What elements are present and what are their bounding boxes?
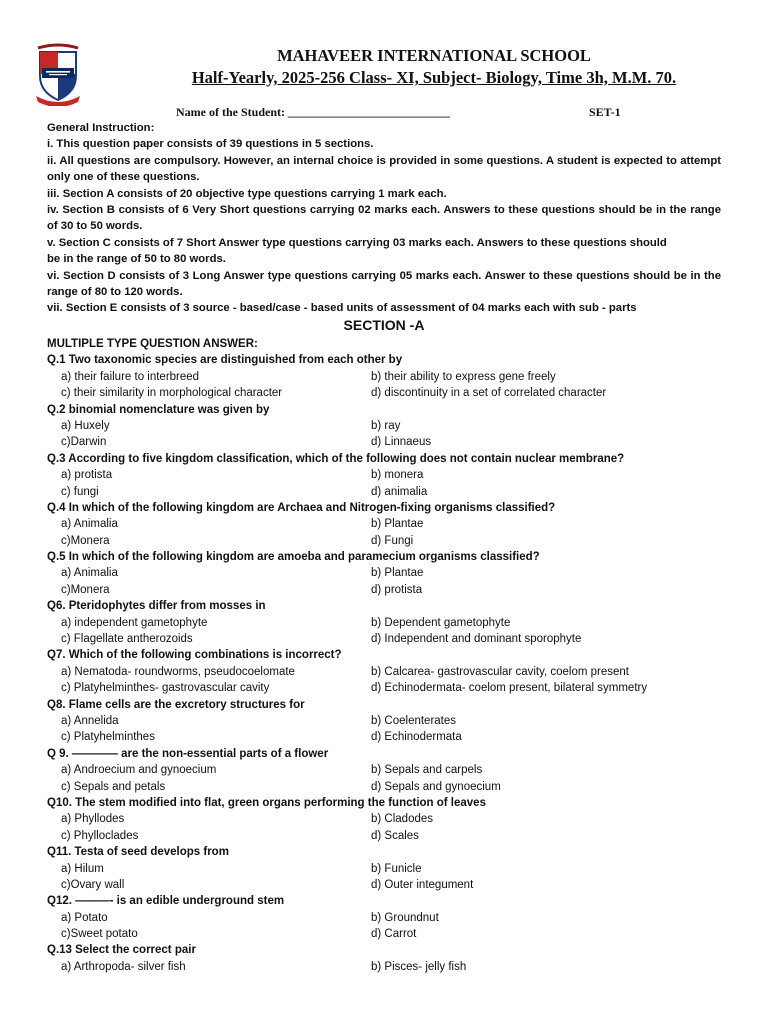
instruction-item: iv. Section B consists of 6 Very Short questions carrying 02 marks each. Answers to these questions should be in the range of 30 to 50 words. bbox=[47, 204, 721, 233]
instruction-item: v. Section C consists of 7 Short Answer type questions carrying 03 marks each. Answers to these questions should be in the range of 50 to 80 words. bbox=[47, 236, 667, 266]
option-row bbox=[47, 729, 727, 745]
exam-details: Half-Yearly, 2025-256 Class- XI, Subject- Biology, Time 3h, M.M. 70. bbox=[191, 68, 677, 87]
option-row bbox=[47, 828, 727, 844]
instruction-item: ii. All questions are compulsory. However, an internal choice is provided in some questions. A student is expected to attempt only one of these questions. bbox=[47, 154, 721, 184]
instruction-heading: General Instruction: bbox=[47, 122, 155, 134]
question-block bbox=[47, 697, 727, 746]
answer-option: d) Carrot bbox=[371, 928, 417, 941]
question-text: Q12. ———- is an edible underground stem bbox=[47, 895, 285, 908]
answer-option: d) Sepals and gynoecium bbox=[371, 780, 501, 793]
option-row bbox=[47, 385, 727, 401]
instruction-item: i. This question paper consists of 39 questions in 5 sections. bbox=[47, 138, 374, 151]
option-row bbox=[47, 811, 727, 827]
option-row bbox=[47, 631, 727, 647]
option-row bbox=[47, 533, 727, 549]
answer-option: a) their failure to interbreed bbox=[61, 370, 200, 383]
answer-option: d) Echinodermata- coelom present, bilateral symmetry bbox=[371, 682, 648, 695]
instruction-item: vi. Section D consists of 3 Long Answer type questions carrying 05 marks each. Answer to these questions should be in the range of 80 to 120 words. bbox=[47, 269, 721, 299]
answer-option: b) Cladodes bbox=[371, 813, 434, 826]
option-row bbox=[47, 615, 727, 631]
question-block bbox=[47, 746, 727, 795]
question-text: Q.3 According to five kingdom classification, which of the following does not contain nuclear membrane? bbox=[47, 452, 625, 465]
answer-option: a) Annelida bbox=[61, 714, 119, 727]
answer-option: d) Echinodermata bbox=[371, 731, 462, 744]
answer-option: d) protista bbox=[371, 583, 423, 596]
answer-option: b) Plantae bbox=[371, 567, 424, 580]
answer-option: b) ray bbox=[371, 419, 401, 432]
answer-option: a) Animalia bbox=[61, 567, 118, 580]
answer-option: c) Flagellate antherozoids bbox=[61, 633, 193, 646]
question-block bbox=[47, 500, 727, 549]
answer-option: b) Dependent gametophyte bbox=[371, 616, 511, 629]
question-text: Q10. The stem modified into flat, green organs performing the function of leaves bbox=[47, 796, 486, 809]
section-a-title: SECTION -A bbox=[343, 317, 425, 333]
answer-option: a) Animalia bbox=[61, 518, 118, 531]
question-block bbox=[47, 549, 727, 598]
answer-option: c)Monera bbox=[61, 583, 110, 596]
answer-option: d) Linnaeus bbox=[371, 436, 432, 449]
question-text: Q.1 Two taxonomic species are distinguished from each other by bbox=[47, 354, 403, 367]
question-block bbox=[47, 844, 727, 893]
answer-option: b) monera bbox=[371, 469, 424, 482]
option-row bbox=[47, 434, 727, 450]
question-text: Q11. Testa of seed develops from bbox=[47, 846, 229, 859]
answer-option: a) independent gametophyte bbox=[61, 616, 208, 629]
answer-option: a) Hilum bbox=[61, 862, 104, 875]
answer-option: a) Androecium and gynoecium bbox=[61, 764, 217, 777]
question-text: Q8. Flame cells are the excretory structures for bbox=[47, 698, 305, 711]
school-crest-logo bbox=[30, 40, 86, 106]
option-row bbox=[47, 565, 727, 581]
question-block bbox=[47, 647, 727, 696]
question-block bbox=[47, 451, 727, 500]
answer-option: a) Phyllodes bbox=[61, 813, 125, 826]
option-row bbox=[47, 877, 727, 893]
answer-option: d) animalia bbox=[371, 485, 428, 498]
option-row bbox=[47, 861, 727, 877]
option-row bbox=[47, 926, 727, 942]
answer-option: a) Arthropoda- silver fish bbox=[61, 960, 186, 973]
answer-option: d) Scales bbox=[371, 829, 419, 842]
option-row bbox=[47, 369, 727, 385]
option-row bbox=[47, 779, 727, 795]
option-row bbox=[47, 713, 727, 729]
answer-option: a) protista bbox=[61, 469, 113, 482]
question-text: Q.13 Select the correct pair bbox=[47, 944, 196, 957]
option-row bbox=[47, 582, 727, 598]
question-block bbox=[47, 352, 727, 401]
answer-option: d) Fungi bbox=[371, 534, 414, 547]
general-instructions bbox=[47, 120, 721, 317]
answer-option: c) their similarity in morphological character bbox=[61, 387, 283, 400]
answer-option: c) Platyhelminthes bbox=[61, 731, 155, 744]
answer-option: c)Darwin bbox=[61, 436, 107, 449]
option-row bbox=[47, 467, 727, 483]
answer-option: b) their ability to express gene freely bbox=[371, 370, 556, 383]
answer-option: a) Huxely bbox=[61, 419, 110, 432]
option-row bbox=[47, 680, 727, 696]
question-text: Q 9. ———— are the non-essential parts of a flower bbox=[47, 747, 329, 760]
student-name-field: Name of the Student: ___________________________ bbox=[176, 105, 450, 119]
question-block bbox=[47, 942, 727, 975]
answer-option: c) Platyhelminthes- gastrovascular cavity bbox=[61, 682, 270, 695]
answer-option: b) Pisces- jelly fish bbox=[371, 960, 467, 973]
answer-option: c)Monera bbox=[61, 534, 110, 547]
question-block bbox=[47, 598, 727, 647]
question-text: Q7. Which of the following combinations is incorrect? bbox=[47, 649, 342, 662]
answer-option: a) Nematoda- roundworms, pseudocoelomate bbox=[61, 665, 295, 678]
question-list bbox=[47, 352, 727, 975]
school-name: MAHAVEER INTERNATIONAL SCHOOL bbox=[277, 46, 591, 65]
question-block bbox=[47, 893, 727, 942]
option-row bbox=[47, 762, 727, 778]
answer-option: b) Groundnut bbox=[371, 911, 439, 924]
option-row bbox=[47, 664, 727, 680]
mcq-section bbox=[47, 336, 727, 975]
answer-option: b) Funicle bbox=[371, 862, 422, 875]
instruction-item: iii. Section A consists of 20 objective type questions carrying 1 mark each. bbox=[47, 187, 447, 200]
set-label: SET-1 bbox=[589, 105, 621, 119]
option-row bbox=[47, 484, 727, 500]
answer-option: d) Outer integument bbox=[371, 878, 474, 891]
answer-option: c)Ovary wall bbox=[61, 878, 125, 891]
option-row bbox=[47, 418, 727, 434]
answer-option: b) Sepals and carpels bbox=[371, 764, 483, 777]
answer-option: a) Potato bbox=[61, 911, 108, 924]
question-text: Q.4 In which of the following kingdom are Archaea and Nitrogen-fixing organisms classified? bbox=[47, 501, 556, 514]
option-row bbox=[47, 516, 727, 532]
answer-option: c) fungi bbox=[61, 485, 99, 498]
answer-option: b) Coelenterates bbox=[371, 714, 457, 727]
option-row bbox=[47, 910, 727, 926]
option-row bbox=[47, 959, 727, 975]
answer-option: c)Sweet potato bbox=[61, 928, 138, 941]
question-text: Q6. Pteridophytes differ from mosses in bbox=[47, 600, 266, 613]
answer-option: b) Calcarea- gastrovascular cavity, coelom present bbox=[371, 665, 630, 678]
instruction-item: vii. Section E consists of 3 source - based/case - based units of assessment of 04 marks each with sub - parts bbox=[47, 302, 637, 315]
question-text: Q.2 binomial nomenclature was given by bbox=[47, 403, 270, 416]
mcq-heading: MULTIPLE TYPE QUESTION ANSWER: bbox=[47, 338, 258, 350]
question-block bbox=[47, 402, 727, 451]
answer-option: d) Independent and dominant sporophyte bbox=[371, 633, 582, 646]
question-text: Q.5 In which of the following kingdom are amoeba and paramecium organisms classified? bbox=[47, 551, 540, 564]
answer-option: c) Sepals and petals bbox=[61, 780, 166, 793]
answer-option: b) Plantae bbox=[371, 518, 424, 531]
answer-option: c) Phylloclades bbox=[61, 829, 139, 842]
question-block bbox=[47, 795, 727, 844]
answer-option: d) discontinuity in a set of correlated character bbox=[371, 387, 607, 400]
